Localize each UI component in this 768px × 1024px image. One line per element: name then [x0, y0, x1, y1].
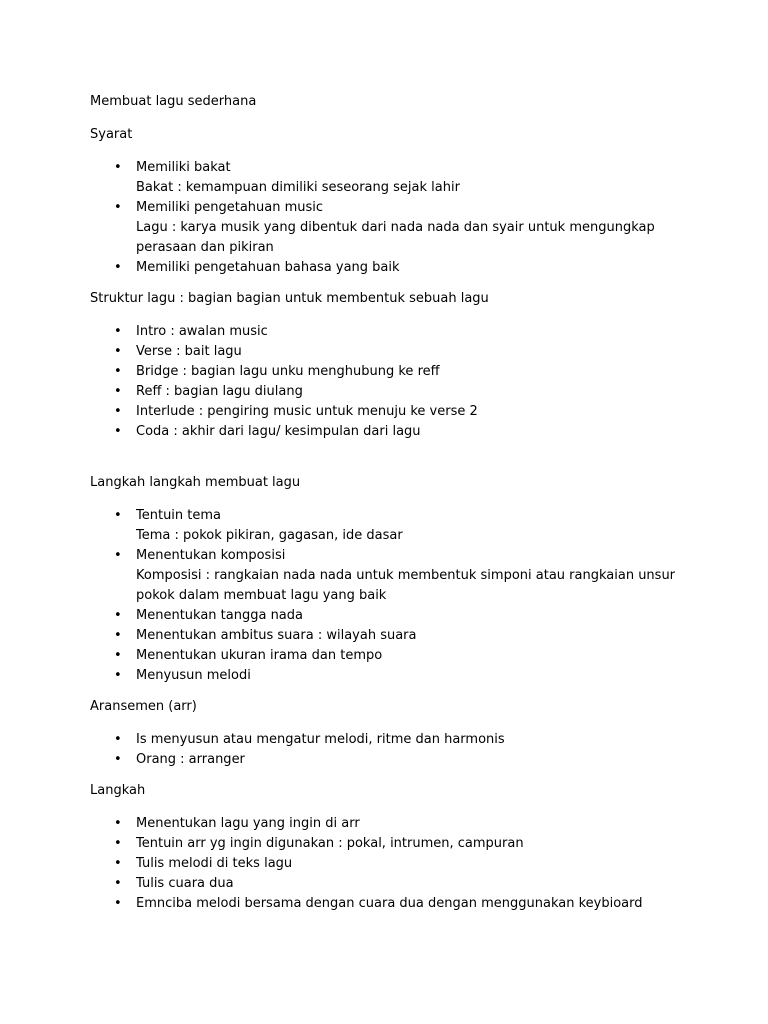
list-item-description: Komposisi : rangkaian nada nada untuk membentuk simponi atau rangkaian unsur pokok dalam membuat lagu yang baik [136, 568, 676, 603]
bullet-icon: • [114, 732, 122, 747]
list-item [90, 362, 690, 382]
list-item [90, 750, 690, 770]
list-item-label: Menyusun melodi [136, 668, 251, 683]
list-item [90, 666, 690, 686]
bullet-icon: • [114, 160, 122, 175]
langkah-membuat-heading: Langkah langkah membuat lagu [90, 475, 301, 490]
list-item-label: Bridge : bagian lagu unku menghubung ke reff [136, 364, 440, 379]
list-item [90, 422, 690, 442]
list-item-description: Bakat : kemampuan dimiliki seseorang sejak lahir [136, 180, 460, 195]
list-item [90, 198, 690, 258]
list-item-label: Menentukan komposisi [136, 548, 286, 563]
bullet-icon: • [114, 752, 122, 767]
bullet-icon: • [114, 200, 122, 215]
list-item-label: Intro : awalan music [136, 324, 268, 339]
list-item [90, 402, 690, 422]
bullet-icon: • [114, 508, 122, 523]
list-item [90, 834, 690, 854]
list-item [90, 854, 690, 874]
syarat-heading: Syarat [90, 127, 133, 142]
list-item-label: Tentuin arr yg ingin digunakan : pokal, intrumen, campuran [136, 836, 524, 851]
aransemen-list [90, 730, 690, 770]
document-title: Membuat lagu sederhana [90, 94, 257, 109]
list-item [90, 874, 690, 894]
langkah-membuat-list [90, 506, 690, 686]
bullet-icon: • [114, 896, 122, 911]
document-page [90, 92, 690, 914]
bullet-icon: • [114, 424, 122, 439]
bullet-icon: • [114, 324, 122, 339]
list-item [90, 382, 690, 402]
list-item [90, 626, 690, 646]
list-item [90, 158, 690, 198]
list-item [90, 546, 690, 606]
bullet-icon: • [114, 668, 122, 683]
bullet-icon: • [114, 260, 122, 275]
list-item [90, 606, 690, 626]
list-item [90, 342, 690, 362]
langkah-list [90, 814, 690, 914]
list-item-label: Verse : bait lagu [136, 344, 242, 359]
bullet-icon: • [114, 364, 122, 379]
list-item-label: Is menyusun atau mengatur melodi, ritme dan harmonis [136, 732, 505, 747]
list-item-label: Interlude : pengiring music untuk menuju ke verse 2 [136, 404, 478, 419]
list-item-label: Menentukan lagu yang ingin di arr [136, 816, 360, 831]
list-item-label: Reff : bagian lagu diulang [136, 384, 303, 399]
bullet-icon: • [114, 608, 122, 623]
list-item [90, 646, 690, 666]
list-item-label: Orang : arranger [136, 752, 245, 767]
struktur-list [90, 322, 690, 442]
struktur-heading: Struktur lagu : bagian bagian untuk membentuk sebuah lagu [90, 291, 489, 306]
bullet-icon: • [114, 876, 122, 891]
list-item-label: Tulis melodi di teks lagu [136, 856, 293, 871]
list-item-label: Menentukan ukuran irama dan tempo [136, 648, 383, 663]
bullet-icon: • [114, 628, 122, 643]
syarat-list [90, 158, 690, 278]
aransemen-heading: Aransemen (arr) [90, 699, 197, 714]
list-item [90, 894, 690, 914]
list-item-description: Lagu : karya musik yang dibentuk dari nada nada dan syair untuk mengungkap perasaan dan pikiran [136, 220, 655, 255]
bullet-icon: • [114, 836, 122, 851]
list-item-label: Menentukan tangga nada [136, 608, 303, 623]
bullet-icon: • [114, 384, 122, 399]
list-item [90, 506, 690, 546]
bullet-icon: • [114, 816, 122, 831]
bullet-icon: • [114, 648, 122, 663]
bullet-icon: • [114, 344, 122, 359]
bullet-icon: • [114, 548, 122, 563]
list-item-description: Tema : pokok pikiran, gagasan, ide dasar [136, 528, 403, 543]
list-item [90, 258, 690, 278]
list-item [90, 730, 690, 750]
bullet-icon: • [114, 404, 122, 419]
list-item-label: Tulis cuara dua [136, 876, 234, 891]
list-item [90, 814, 690, 834]
list-item-label: Menentukan ambitus suara : wilayah suara [136, 628, 417, 643]
list-item-label: Memiliki bakat [136, 160, 231, 175]
langkah-heading: Langkah [90, 783, 146, 798]
list-item-label: Coda : akhir dari lagu/ kesimpulan dari lagu [136, 424, 421, 439]
bullet-icon: • [114, 856, 122, 871]
list-item-label: Memiliki pengetahuan music [136, 200, 324, 215]
list-item-label: Memiliki pengetahuan bahasa yang baik [136, 260, 400, 275]
list-item-label: Emnciba melodi bersama dengan cuara dua dengan menggunakan keybioard [136, 896, 643, 911]
list-item [90, 322, 690, 342]
list-item-label: Tentuin tema [136, 508, 222, 523]
